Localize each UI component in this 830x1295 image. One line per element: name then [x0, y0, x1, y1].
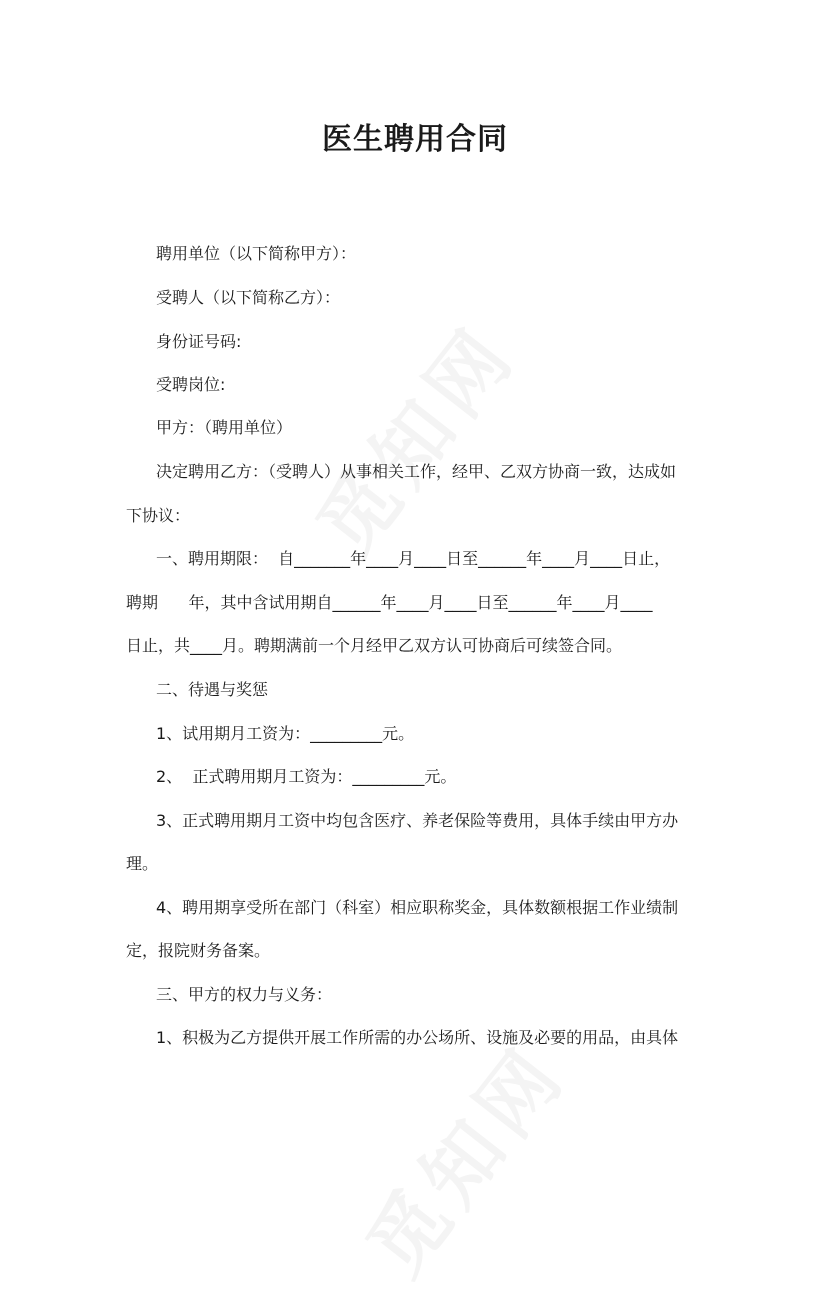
clause-line: 1、积极为乙方提供开展工作所需的办公场所、设施及必要的用品，由具体 — [156, 1028, 679, 1047]
watermark — [337, 1017, 588, 1294]
decision-line: 决定聘用乙方：（受聘人）从事相关工作，经甲、乙双方协商一致，达成如 — [156, 462, 677, 481]
term-line: 一、聘用期限： 自_______年____月____日至______年____月____日止， — [156, 549, 671, 568]
section-heading: 二、待遇与奖惩 — [156, 680, 269, 699]
clause-line: 2、 正式聘用期月工资为：_________元。 — [156, 767, 457, 786]
party-a-line: 甲方：（聘用单位） — [156, 418, 293, 437]
document-title: 医生聘用合同 — [322, 122, 508, 157]
employee-line: 受聘人（以下简称乙方）： — [156, 288, 341, 307]
employer-line: 聘用单位（以下简称甲方）： — [156, 244, 357, 263]
position-line: 受聘岗位: — [156, 375, 226, 394]
clause-line-cont: 定，报院财务备案。 — [126, 941, 271, 960]
clause-line: 1、试用期月工资为：_________元。 — [156, 724, 415, 743]
decision-line-cont: 下协议： — [126, 506, 191, 525]
term-line-end: 日止，共____月。聘期满前一个月经甲乙双方认可协商后可续签合同。 — [126, 636, 623, 655]
clause-line-cont: 理。 — [126, 854, 159, 873]
watermark — [287, 297, 538, 574]
term-line-cont: 聘期 年，其中含试用期自______年____月____日至______年____月____ — [126, 593, 653, 612]
clause-line: 4、聘用期享受所在部门（科室）相应职称奖金，具体数额根据工作业绩制 — [156, 898, 679, 917]
id-number-line: 身份证号码: — [156, 332, 242, 351]
section-heading: 三、甲方的权力与义务： — [156, 985, 333, 1004]
clause-line: 3、正式聘用期月工资中均包含医疗、养老保险等费用，具体手续由甲方办 — [156, 811, 679, 830]
